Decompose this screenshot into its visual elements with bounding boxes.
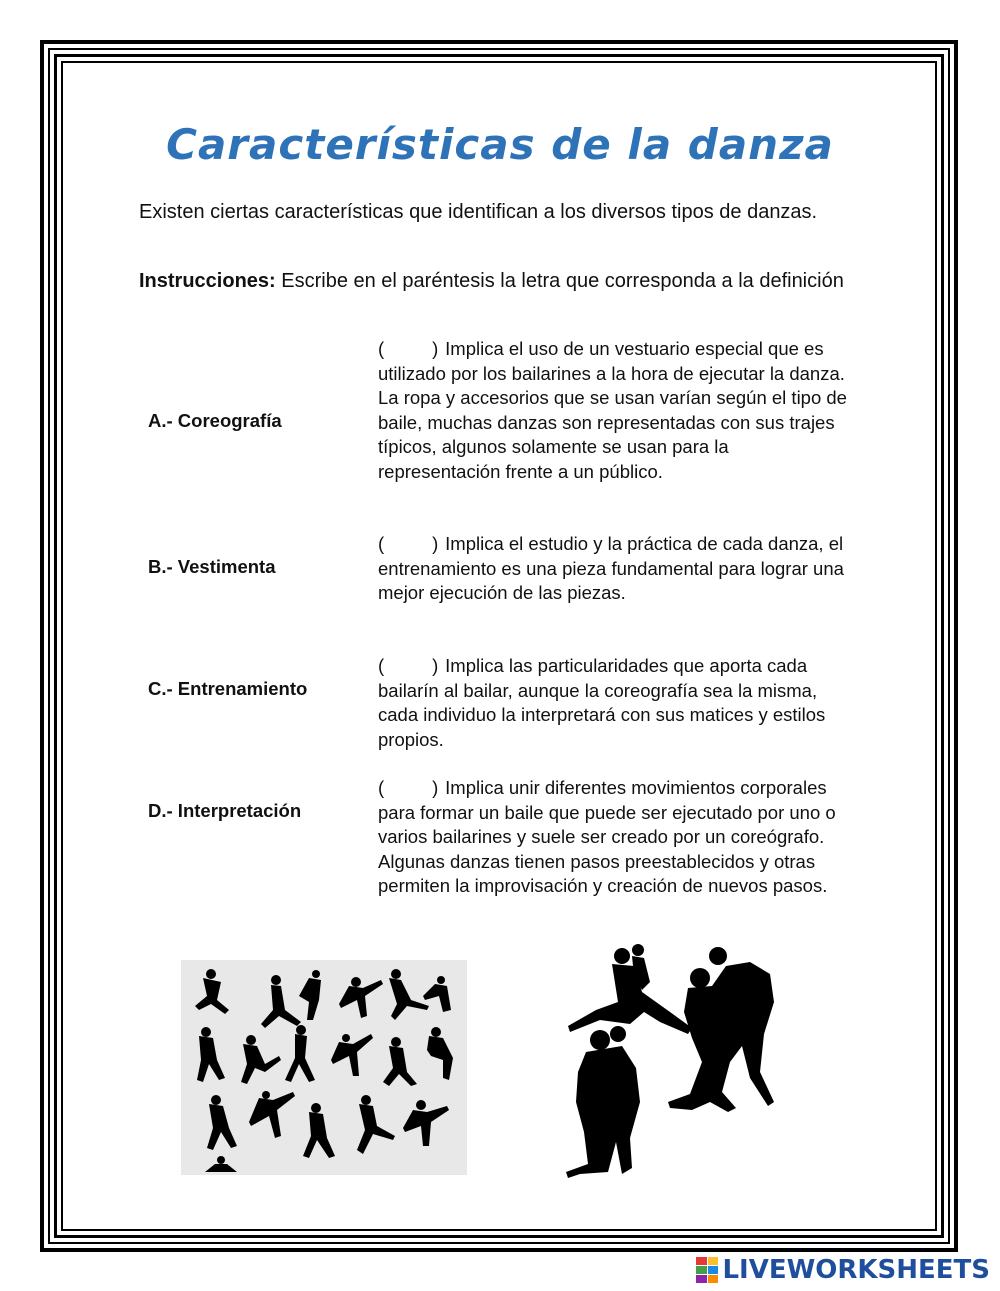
answer-blank[interactable]: ( ) bbox=[378, 533, 439, 554]
instructions bbox=[139, 267, 859, 295]
liveworksheets-logo-icon bbox=[696, 1257, 718, 1283]
definition-item bbox=[378, 776, 848, 899]
term-d: D.- Interpretación bbox=[148, 800, 302, 821]
brand-footer bbox=[696, 1253, 990, 1287]
instructions-label: Instrucciones: bbox=[139, 270, 276, 292]
answer-blank[interactable]: ( ) bbox=[378, 655, 439, 676]
definition-text: Implica unir diferentes movimientos corporales para formar un baile que puede ser ejecutado por uno o varios bailarines y suele ser creado por un coreógrafo. Algunas danzas tienen pasos preestablecidos y otras permiten la improvisación y creación de nuevos pasos. bbox=[378, 777, 836, 896]
tango-dancers-image bbox=[560, 942, 800, 1182]
definition-text: Implica el uso de un vestuario especial que es utilizado por los bailarines a la hora de ejecutar la danza. La ropa y accesorios que se usan varían según el tipo de baile, muchas danzas son representadas con sus trajes típicos, algunos solamente se usan para la representación frente a un público. bbox=[378, 338, 847, 482]
term-a: A.- Coreografía bbox=[148, 410, 282, 431]
definition-item bbox=[378, 337, 848, 484]
instructions-text: Escribe en el paréntesis la letra que corresponda a la definición bbox=[275, 270, 844, 292]
answer-blank[interactable]: ( ) bbox=[378, 338, 439, 359]
definition-text: Implica las particularidades que aporta cada bailarín al bailar, aunque la coreografía sea la misma, cada individuo la interpretará con sus matices y estilos propios. bbox=[378, 655, 826, 750]
definition-text: Implica el estudio y la práctica de cada danza, el entrenamiento es una pieza fundamental para lograr una mejor ejecución de las piezas. bbox=[378, 533, 844, 603]
page-title: Características de la danza bbox=[166, 120, 834, 169]
intro-text: Existen ciertas características que identifican a los diversos tipos de danzas. bbox=[139, 201, 818, 223]
definition-item bbox=[378, 532, 848, 606]
answer-blank[interactable]: ( ) bbox=[378, 777, 439, 798]
tango-dancers-graphic bbox=[560, 942, 800, 1182]
definition-item bbox=[378, 654, 848, 752]
dancers-silhouettes-graphic bbox=[181, 960, 467, 1175]
brand-name: LIVEWORKSHEETS bbox=[722, 1255, 990, 1285]
term-c: C.- Entrenamiento bbox=[148, 678, 308, 699]
dancers-silhouettes-image bbox=[181, 960, 467, 1175]
term-b: B.- Vestimenta bbox=[148, 556, 276, 577]
